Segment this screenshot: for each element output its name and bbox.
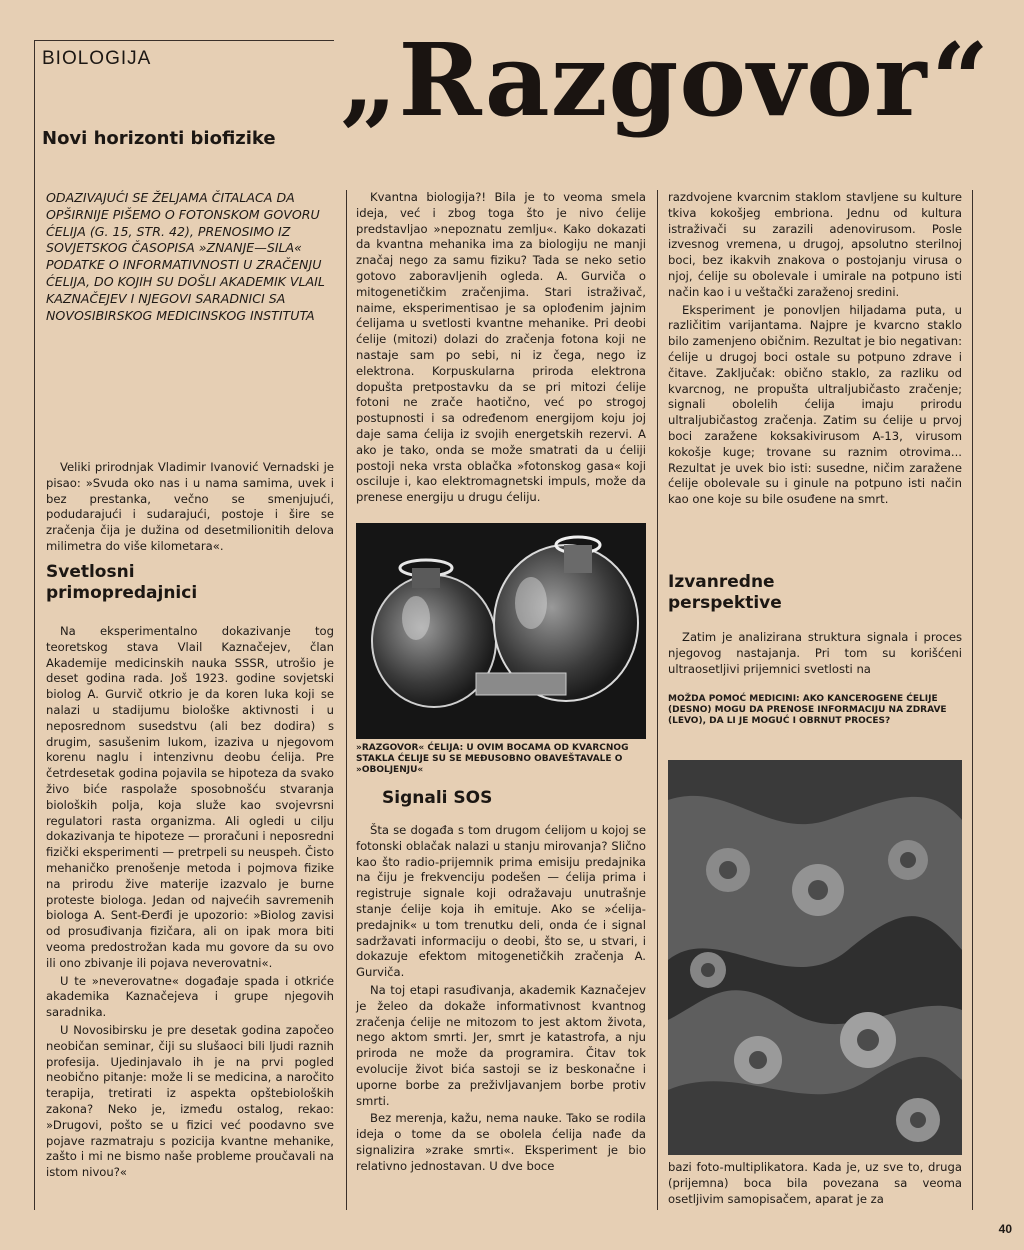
photo-caption-cells: MOŽDA POMOĆ MEDICINI: AKO KANCEROGENE ĆELIJE (DESNO) MOGU DA PRENOSE INFORMACIJU NA ZDRAVE (LEVO), DA LI JE MOGUĆ I OBRNUT PROCES? [668,694,947,726]
paragraph: razdvojene kvarcnim staklom stavljene su kulture tkiva kokošjeg embriona. Jednu od kultura istraživači su zarazili adenovirusom. Posle izvesnog vremena, u drugoj, apsolutno sterilnoj boci, bez ikakvih znakova o postojanju virusa o njoj, ćelije su obolevale i umirale na potpuno isti način kao i u veštački zaraženoj sredini. [668,190,962,299]
paragraph: U Novosibirsku je pre desetak godina započeo neobičan seminar, čiji su slušaoci bili ljudi raznih profesija. Ujedinjavalo ih je na prvi pogled neobično pitanje: može li se medicina, a naročito terapija, tretirati iz aspekta opštebioloških zakona? Neko je, između ostalog, rekao: »Drugovi, pošto se u fizici već poodavno sve pojave razmatraju s pozicija kvantne mehanike, zašto i mi ne bismo naše probleme proučavali na istom nivou?« [46,1022,334,1180]
paragraph: U te »neverovatne« događaje spada i otkriće akademika Kaznačejeva i grupe njegovih saradnika. [46,973,334,1020]
column-rule-1 [346,190,347,1210]
column-2-body [356,823,646,1177]
paragraph: Bez merenja, kažu, nema nauke. Tako se rodila ideja o tome da se obolela ćelija nađe da signalizira »zrake smrti«. Eksperiment je bio relativno jednostavan. U dve boce [356,1111,646,1173]
paragraph: Zatim je analizirana struktura signala i proces njegovog nastajanja. Pri tom su korišćeni ultraosetljivi prijemnici svetlosti na [668,630,962,676]
section-heading-signali: Signali SOS [382,788,493,808]
paragraph: Na eksperimentalno dokazivanje tog teoretskog stava Vlail Kaznačejev, član Akademije medicinskih nauka SSSR, utrošio je deset godina rada. Još 1923. godine sovjetski biolog A. Gurvič otkrio je da koren luka koji se nalazi u stadijumu biološke aktivnosti i u neposrednom susedstvu (ali bez dodira) s drugim, sasušenim lukom, izaziva u njegovom korenu naglu i intenzivnu deobu ćelija. Pre četrdesetak godina pojavila se hipoteza da svako živo biće raspolaže sposobnošću stvaranja bioloških polja, koja služe kao svojevrsni regulatori rasta organizma. Ali ogledi u cilju dokazivanja te hipoteze — proračuni i neposredni fizički eksperimenti — pretrpeli su neuspeh. Čisto mehaničko prenošenje metoda i pojmova fizike na prirodu žive materije izazvalo je burne proteste biologa. Jedan od najvećih savremenih biologa A. Sent-Đerđi je upozorio: »Biolog zavisi od prosuđivanja fizičara, ali on ipak mora biti veoma predostrožan kada mu govore da su ovo ili ono zbivanje ili pojava neverovatni«. [46,624,334,970]
column-1-body [46,624,334,1183]
paragraph: Veliki prirodnjak Vladimir Ivanović Vernadski je pisao: »Svuda oko nas i u nama samima, uvek i bez prestanka, večno se smenjujući, podudarajući i sudarajući, postoje i šire se zračenja čija je dužina od desetmilionitih delova milimetra do više kilometara«. [46,460,334,553]
column-2-top [356,190,646,508]
photo-caption-bottles: »RAZGOVOR« ĆELIJA: U OVIM BOCAMA OD KVARCNOG STAKLA ĆELIJE SU SE MEĐUSOBNO OBAVEŠTAVALE O »OBOLJENJU« [356,743,629,775]
section-label: BIOLOGIJA [42,48,152,69]
column-rule-3 [972,190,973,1210]
paragraph: Eksperiment je ponovljen hiljadama puta, u različitim varijantama. Najpre je kvarcno staklo bilo zamenjeno običnim. Rezultat je bio negativan: ćelije u drugoj boci ostale su potpuno zdrave i čitave. Zaključak: obično staklo, za razliku od kvarcnog, ne propušta ultraljubičasto zračenje; signali obolelih ćelija imaju prirodu ultraljubičastog zračenja. Zatim su ćelije u prvoj boci zaražene koksakivirusom A-13, virusom kokošje kuge; trovane su raznim otrovima... Rezultat je uvek bio isti: susedne, ničim zaražene ćelije obolevale su i ginule na potpuno isti način kao one koje su bile osuđene na smrt. [668,302,962,507]
left-border-rule [34,40,35,1210]
top-rule [34,40,334,41]
column-1-top [46,460,334,557]
paragraph: Kvantna biologija?! Bila je to veoma smela ideja, već i zbog toga što je nivo ćelije predstavljao »nepoznatu zemlju«. Kako dokazati da kvantna mehanika ima za biologiju ne manji značaj nego za samu fiziku? Tada se neko setio gotovo zaboravljenih ogleda. A. Gurviča o mitogenetičkim zračenjima. Stari istraživač, naime, eksperimentisao je sa oplođenim jajnim ćelijama u svetlosti kvantne mehanike. Pri deobi ćelije (mitozi) dolazi do zračenja fotona koji ne nastaje sam po sebi, ni iz čega, nego iz elektrona. Korpuskularna priroda elektrona dopušta pretpostavku da se pri mitozi ćelije fotoni ne zrače haotično, već po strogoj postupnosti i sa određenom energijom koju joj daje sama ćelija iz svojih energetskih rezervi. A ako je tako, onda se može smatrati da u ćeliji postoji neka vrsta oblačka »fotonskog gasa« koji osciluje i, kao elektromagnetski impuls, može da prenese energiju u drugu ćeliju. [356,190,646,505]
paragraph: bazi foto-multiplikatora. Kada je, uz sve to, druga (prijemna) boca bila povezana sa veoma osetljivim samopisačem, aparat je za [668,1160,962,1206]
section-heading-svetlosni: Svetlosni primopredajnici [46,562,198,603]
cells-illustration [668,760,962,1155]
paragraph: Šta se događa s tom drugom ćelijom u kojoj se fotonski oblačak nalazi u stanju mirovanja? Slično kao što radio-prijemnik prima emisiju predajnika na čiju je frekvenciju podešen — ćelija prima i registruje signale koji odražavaju unutrašnje stanje ćelije koja ih emituje. Ako se »ćelija-predajnik« u tom trenutku deli, onda će i signal sadržavati informaciju o deobi, što se, u stvari, i dokazuje efektom mitogenetičkih zračenja A. Gurviča. [356,823,646,980]
photo-quartz-bottles [356,523,646,739]
column-3-bottom [668,1160,962,1209]
subtitle: Novi horizonti biofizike [42,128,276,149]
bottles-illustration [356,523,646,739]
intro-text: ODAZIVAJUĆI SE ŽELJAMA ČITALACA DA OPŠIRNIJE PIŠEMO O FOTONSKOM GOVORU ĆELIJA (G. 15, STR. 42), PRENOSIMO IZ SOVJETSKOG ČASOPISA »ZNANJE—SILA« PODATKE O INFORMATIVNOSTI U ZRAČENJU ĆELIJA, DO KOJIH SU DOŠLI AKADEMIK VLAIL KAZNAČEJEV I NJEGOVI SARADNICI SA NOVOSIBIRSKOG MEDICINSKOG INSTITUTA [46,190,325,323]
headline: „Razgovor“ [340,21,990,139]
paragraph: Na toj etapi rasuđivanja, akademik Kaznačejev je želeo da dokaže informativnost kvantnog zračenja ćelije ne mitozom to jest aktom života, nego aktom smrti. Jer, smrt je katastrofa, a nju priroda ne može da programira. Čitav tok evolucije život bića sastoji se iz beskonačne i uporne borbe za preživljavanjem borbe protiv smrti. [356,982,646,1108]
column-rule-2 [657,190,658,1210]
column-3-mid [668,630,962,679]
photo-cells-micrograph [668,760,962,1155]
column-3-top [668,190,962,510]
section-heading-izvanredne: Izvanredne perspektive [668,572,782,613]
page-number: 40 [998,1222,1012,1236]
